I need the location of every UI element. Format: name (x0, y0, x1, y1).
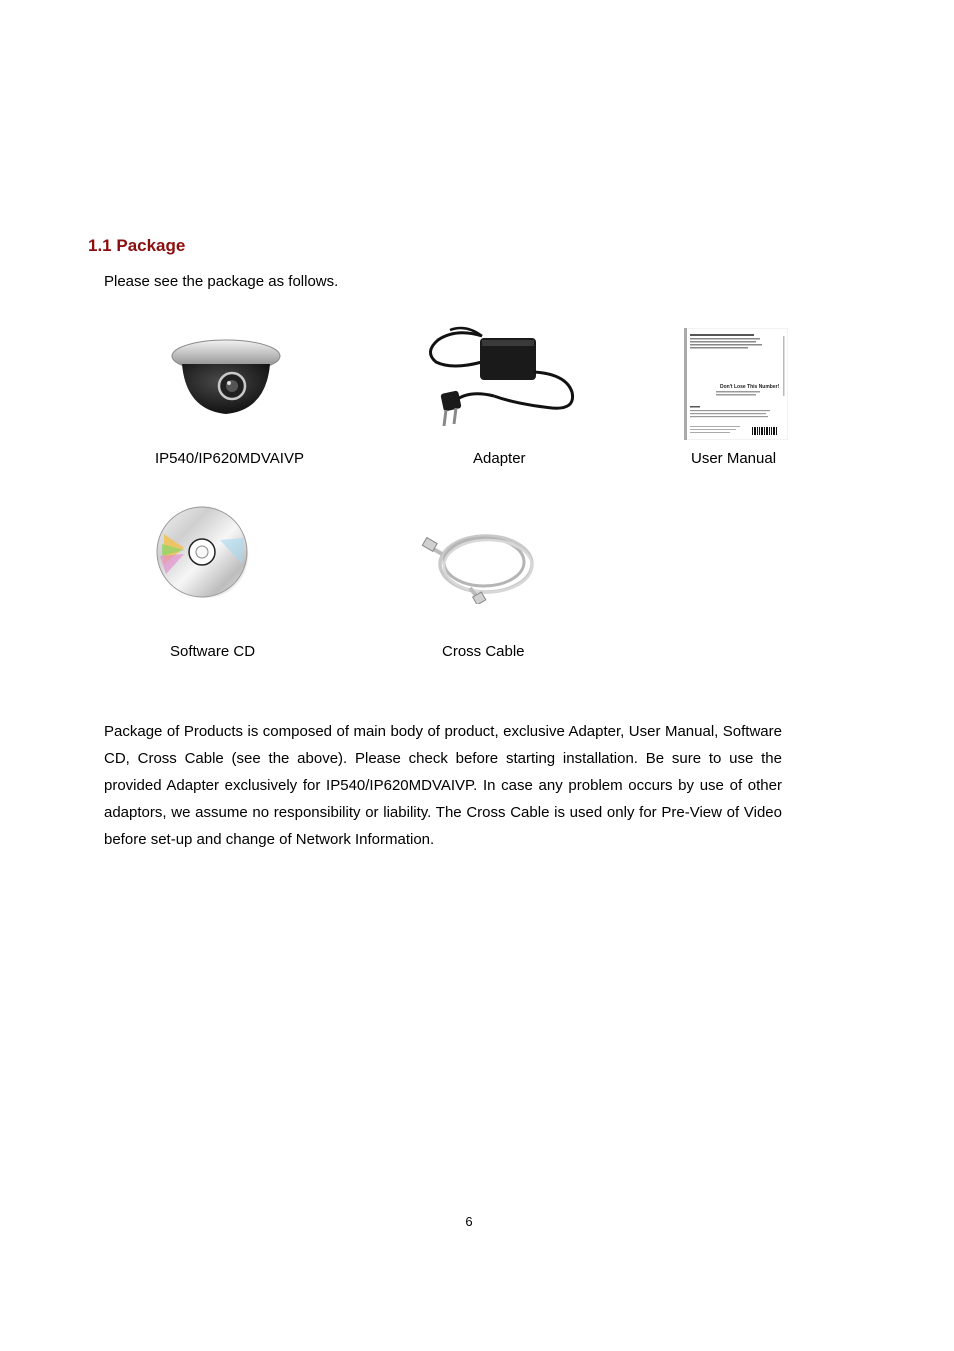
item-label: Cross Cable (442, 643, 525, 660)
user-manual-icon (684, 328, 788, 440)
dome-camera-icon (168, 334, 284, 418)
section-title: 1.1 Package (88, 236, 186, 255)
manual-heading: Don't Lose This Number! (720, 384, 780, 390)
item-label: User Manual (691, 450, 777, 467)
page-number: 6 (465, 1214, 473, 1229)
item-label: Software CD (170, 643, 256, 660)
network-cable-icon (420, 526, 538, 604)
power-adapter-icon (416, 322, 578, 434)
item-label: IP540/IP620MDVAIVP (155, 450, 304, 467)
item-label: Adapter (473, 450, 526, 467)
cd-icon (154, 504, 250, 600)
package-description: Package of Products is composed of main body of product, exclusive Adapter, User Manual, Software CD, Cross Cable (see the above). Please check before starting installation. Be sure to use the provided Adapter exclusively for IP540/IP620MDVAIVP. In case any problem occurs by use of other adaptors, we assume no responsibility or liability. The Cross Cable is used only for Pre-View of Video before set-up and change of Network Information. (104, 723, 782, 848)
intro-text: Please see the package as follows. (104, 273, 339, 290)
